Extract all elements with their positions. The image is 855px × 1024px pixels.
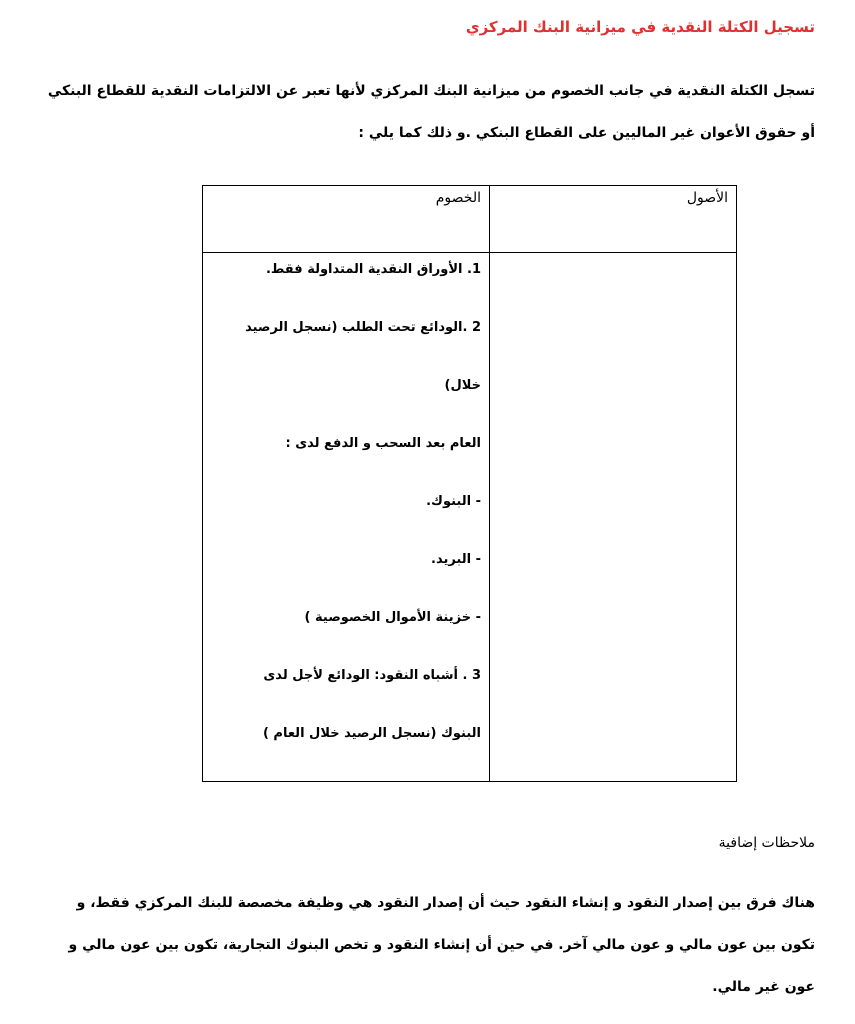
liability-line: - البنوك. <box>426 494 481 509</box>
balance-sheet-table <box>202 185 737 782</box>
table-header-row <box>203 186 737 253</box>
liabilities-list <box>203 253 489 781</box>
assets-cell <box>490 253 737 782</box>
notes-paragraph <box>40 892 815 1018</box>
assets-header: الأصول <box>490 186 737 253</box>
table-body-row <box>203 253 737 782</box>
intro-paragraph <box>40 80 815 164</box>
liability-line: - البريد. <box>431 552 481 567</box>
liability-line: خلال) <box>444 378 481 393</box>
liability-line: العام بعد السحب و الدفع لدى : <box>285 436 481 451</box>
intro-line-1: تسجل الكتلة النقدية في جانب الخصوم من ميزانية البنك المركزي لأنها تعبر عن الالتزامات النقدية للقطاع البنكي <box>47 83 815 99</box>
document-title: تسجيل الكتلة النقدية في ميزانية البنك المركزي <box>465 18 815 36</box>
intro-line-2: أو حقوق الأعوان غير الماليين على القطاع البنكي .و ذلك كما يلي : <box>358 125 815 141</box>
liability-line: 3 . أشباه النقود: الودائع لأجل لدى <box>263 668 481 683</box>
notes-line-3: عون غير مالي. <box>712 979 815 995</box>
liabilities-header: الخصوم <box>203 186 490 253</box>
liability-line: - خزينة الأموال الخصوصية ) <box>304 610 481 625</box>
notes-line-1: هناك فرق بين إصدار النقود و إنشاء النقود حيث أن إصدار النقود هي وظيفة مخصصة للبنك المركزي فقط، و <box>76 895 815 911</box>
liability-line: 2 .الودائع تحت الطلب (نسجل الرصيد <box>245 320 481 335</box>
notes-line-2: تكون بين عون مالي و عون مالي آخر. في حين أن إنشاء النقود و تخص البنوك التجارية، تكون بين عون مالي و <box>68 937 815 953</box>
liabilities-cell <box>203 253 490 782</box>
liability-line: 1. الأوراق النقدية المتداولة فقط. <box>265 262 481 277</box>
liability-line: البنوك (نسجل الرصيد خلال العام ) <box>262 726 481 741</box>
notes-heading: ملاحظات إضافية <box>718 835 815 851</box>
